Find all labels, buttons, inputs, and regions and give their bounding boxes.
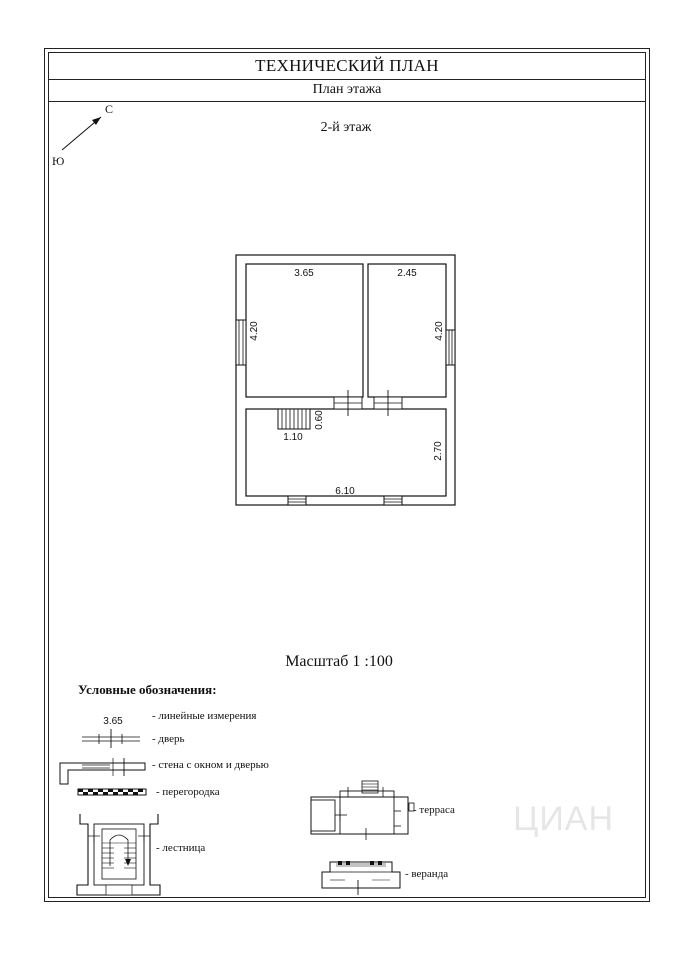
- legend-partition-label: - перегородка: [156, 786, 220, 798]
- legend-title: Условные обозначения:: [78, 682, 217, 697]
- legend-wall-symbol: [60, 758, 145, 784]
- legend-door-label: - дверь: [152, 733, 185, 745]
- dim-stair-width: 1.10: [283, 432, 303, 443]
- document-title: ТЕХНИЧЕСКИЙ ПЛАН: [49, 53, 645, 80]
- room-1: [246, 264, 363, 397]
- window-right: [446, 330, 455, 365]
- legend-wall-label: - стена с окном и дверью: [152, 759, 269, 771]
- legend-stairs-label: - лестница: [156, 842, 206, 854]
- dim-hall-height: 2.70: [433, 441, 444, 461]
- floor-label: 2-й этаж: [320, 120, 372, 135]
- window-bottom-right: [384, 496, 402, 505]
- dim-room1-height: 4.20: [249, 321, 260, 341]
- watermark-logo: ЦИАН: [513, 800, 614, 838]
- scale-label: Масштаб 1 :100: [285, 653, 393, 670]
- door-room-2: [374, 390, 402, 416]
- dim-room1-width: 3.65: [294, 268, 314, 279]
- legend-partition-symbol: [78, 789, 146, 795]
- floor-plan: [236, 255, 455, 505]
- legend-graphics: [60, 716, 414, 895]
- legend-terrace-symbol: [311, 781, 414, 840]
- window-bottom-left: [288, 496, 306, 505]
- hall: [246, 409, 446, 496]
- window-left: [236, 320, 246, 365]
- compass-north-label: С: [105, 102, 114, 116]
- legend-door-symbol: [82, 729, 140, 748]
- dim-room2-width: 2.45: [397, 268, 417, 279]
- legend-veranda-label: - веранда: [405, 868, 449, 880]
- outer-wall: [236, 255, 455, 505]
- legend-stairs-symbol: [77, 814, 160, 895]
- document-subtitle: План этажа: [49, 79, 645, 102]
- stairs: [278, 409, 310, 429]
- door-room-1: [334, 390, 362, 416]
- legend-veranda-symbol: [322, 861, 400, 895]
- dim-hall-width: 6.10: [335, 486, 355, 497]
- dim-stair-height: 0.60: [314, 410, 325, 430]
- legend-linear-label: - линейные измерения: [152, 710, 257, 722]
- compass-south-label: Ю: [52, 154, 65, 168]
- legend-sample-dim: 3.65: [103, 716, 123, 727]
- dim-room2-height: 4.20: [434, 321, 445, 341]
- legend-terrace-label: - терраса: [413, 804, 455, 816]
